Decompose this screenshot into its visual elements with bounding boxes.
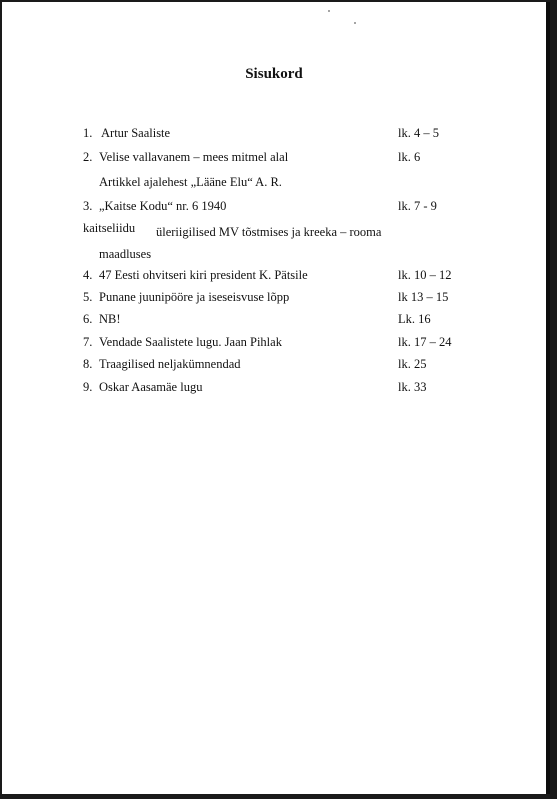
entry-number: 6. (83, 312, 93, 326)
entry-title: maadluses (99, 247, 152, 261)
entry-number: 2. (83, 150, 93, 164)
entry-number: 4. (83, 268, 93, 282)
entry-title: Artur Saaliste (101, 126, 171, 140)
page-title: Sisukord (245, 66, 303, 82)
entry-title: „Kaitse Kodu“ nr. 6 1940 (99, 199, 227, 213)
entry-title: 47 Eesti ohvitseri kiri president K. Pätsile (99, 268, 308, 282)
entry-page: lk. 25 (398, 357, 427, 371)
entry-number: 9. (83, 380, 93, 394)
entry-title: Velise vallavanem – mees mitmel alal (99, 150, 289, 164)
entry-title: Punane juunipööre ja iseseisvuse lõpp (99, 290, 290, 304)
entry-title-continued: üleriigilised MV tõstmises ja kreeka – rooma (156, 225, 382, 239)
entry-page: lk. 33 (398, 380, 427, 394)
entry-title: Traagilised neljakümnendad (99, 357, 241, 371)
entry-page: lk. 6 (398, 150, 421, 164)
entry-number: 3. (83, 199, 93, 213)
entry-title: kaitseliidu (83, 221, 136, 235)
entry-page: Lk. 16 (398, 312, 431, 326)
table-of-contents (2, 2, 546, 794)
entry-number: 7. (83, 335, 93, 349)
entry-page: lk. 4 – 5 (398, 126, 439, 140)
entry-page: lk. 7 - 9 (398, 199, 437, 213)
entry-page: lk 13 – 15 (398, 290, 449, 304)
entry-number: 5. (83, 290, 93, 304)
entry-title: Artikkel ajalehest „Lääne Elu“ A. R. (99, 175, 282, 189)
document-page (2, 2, 550, 794)
entry-number: 1. (83, 126, 93, 140)
entry-number: 8. (83, 357, 93, 371)
entry-title: Vendade Saalistete lugu. Jaan Pihlak (99, 335, 282, 349)
entry-title: NB! (99, 312, 121, 326)
entry-page: lk. 17 – 24 (398, 335, 452, 349)
entry-title: Oskar Aasamäe lugu (99, 380, 203, 394)
entry-page: lk. 10 – 12 (398, 268, 452, 282)
